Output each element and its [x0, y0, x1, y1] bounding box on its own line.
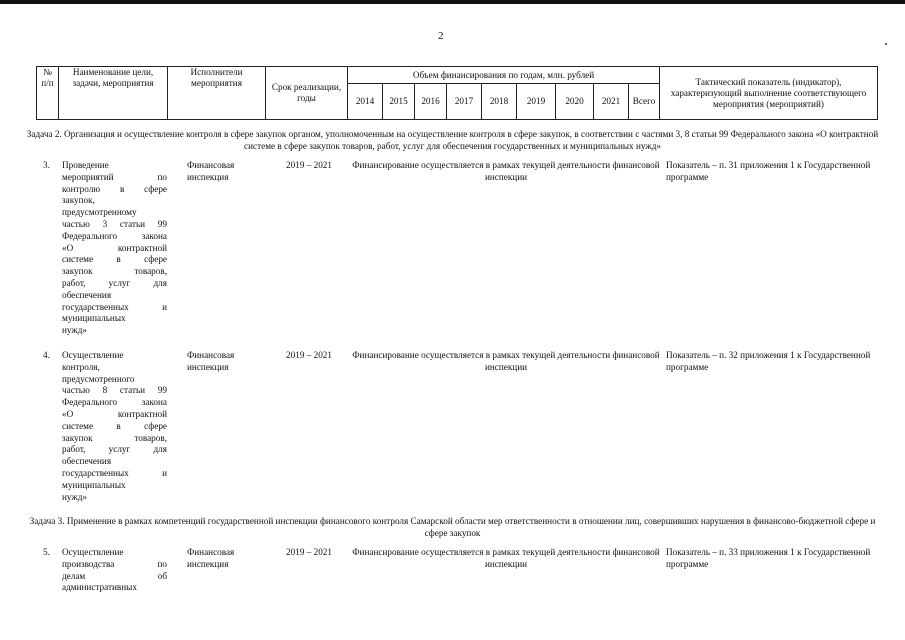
header-year: 2015	[383, 84, 415, 120]
row-term: 2019 – 2021	[286, 160, 332, 170]
row-term: 2019 – 2021	[286, 547, 332, 557]
measure-name-line: мероприятий по	[62, 171, 167, 182]
measure-name-line: контролю в сфере	[62, 183, 167, 194]
measure-name-line: «О контрактной	[62, 408, 167, 419]
row-measure-name	[62, 160, 167, 337]
row-indicator: Показатель – п. 32 приложения 1 к Государственной программе	[666, 350, 871, 372]
header-year: 2020	[556, 84, 594, 120]
scan-speck	[885, 43, 887, 45]
measure-name-line: обеспечения	[62, 456, 112, 467]
row-financing: Финансирование осуществляется в рамках текущей деятельности финансовой инспекции	[352, 350, 660, 372]
page-number: 2	[438, 30, 444, 42]
measure-name-line: закупок товаров,	[62, 432, 167, 443]
measure-name-line: работ, услуг для	[62, 444, 167, 455]
header-total: Всего	[629, 84, 660, 120]
row-financing: Финансирование осуществляется в рамках текущей деятельности финансовой инспекции	[352, 547, 660, 569]
header-indicator: Тактический показатель (индикатор), характеризующий выполнение соответствующего мероприятия (мероприятий)	[660, 67, 878, 120]
measure-name-line: нужд»	[62, 325, 88, 336]
header-year: 2021	[594, 84, 629, 120]
row-indicator: Показатель – п. 33 приложения 1 к Государственной программе	[666, 547, 871, 569]
row-executor: Финансовая инспекция	[187, 350, 235, 372]
task-3-heading: Задача 3. Применение в рамках компетенций государственной инспекции финансового контроля Самарской области мер ответственности в отношении лиц, совершивших нарушения в финансово-бюджетной сфере и сфере закупок	[29, 516, 876, 538]
row-number: 3.	[43, 160, 50, 170]
row-number: 5.	[43, 547, 50, 557]
measure-name-line: предусмотренному	[62, 207, 137, 218]
measure-name-line: обеспечения	[62, 289, 112, 300]
measure-name-line: Осуществление	[62, 547, 124, 557]
measure-name-line: Федерального закона	[62, 230, 167, 241]
measure-name-line: системе в сфере	[62, 254, 167, 265]
header-term: Срок реализации, годы	[266, 67, 348, 120]
measure-name-line: административных	[62, 582, 137, 593]
table-header	[36, 66, 878, 120]
row-number: 4.	[43, 350, 50, 360]
measure-name-line: муниципальных	[62, 479, 126, 490]
measure-name-line: закупок,	[62, 195, 95, 206]
header-year: 2019	[517, 84, 556, 120]
row-indicator: Показатель – п. 31 приложения 1 к Государственной программе	[666, 160, 871, 182]
measure-name-line: Федерального закона	[62, 397, 167, 408]
row-executor: Финансовая инспекция	[187, 547, 235, 569]
measure-name-line: закупок товаров,	[62, 266, 167, 277]
measure-name-line: государственных и	[62, 467, 167, 478]
row-term: 2019 – 2021	[286, 350, 332, 360]
measure-name-line: Проведение	[62, 160, 109, 170]
row-financing: Финансирование осуществляется в рамках текущей деятельности финансовой инспекции	[352, 160, 660, 182]
measure-name-line: производства по	[62, 558, 167, 569]
measure-name-line: системе в сфере	[62, 420, 167, 431]
task-2-heading: Задача 2. Организация и осуществление контроля в сфере закупок органом, уполномоченным на осуществление контроля в сфере закупок, в соответствии с частями 3, 8 статьи 99 Федерального закона «О контрактной системе в сфере закупок товаров, работ, услуг для обеспечения государственных и муниципальных нужд»	[26, 129, 879, 151]
header-name: Наименование цели, задачи, мероприятия	[59, 67, 168, 120]
header-year: 2018	[482, 84, 517, 120]
header-financing: Объем финансирования по годам, млн. рублей	[348, 67, 660, 84]
measure-name-line: нужд»	[62, 491, 88, 502]
header-year: 2014	[348, 84, 383, 120]
measure-name-line: муниципальных	[62, 313, 126, 324]
row-measure-name	[62, 350, 167, 503]
row-measure-name	[62, 547, 167, 594]
measure-name-line: частью 3 статьи 99	[62, 218, 167, 229]
measure-name-line: контроля,	[62, 361, 100, 372]
measure-name-line: государственных и	[62, 301, 167, 312]
header-num: № п/п	[37, 67, 59, 120]
row-executor: Финансовая инспекция	[187, 160, 235, 182]
header-year: 2017	[447, 84, 482, 120]
measure-name-line: предусмотренного	[62, 373, 135, 384]
measure-name-line: частью 8 статьи 99	[62, 385, 167, 396]
header-executors: Исполнители мероприятия	[168, 67, 266, 120]
top-border-line	[0, 0, 905, 4]
measure-name-line: делам об	[62, 570, 167, 581]
measure-name-line: Осуществление	[62, 350, 124, 360]
measure-name-line: «О контрактной	[62, 242, 167, 253]
measure-name-line: работ, услуг для	[62, 277, 167, 288]
header-year: 2016	[415, 84, 447, 120]
